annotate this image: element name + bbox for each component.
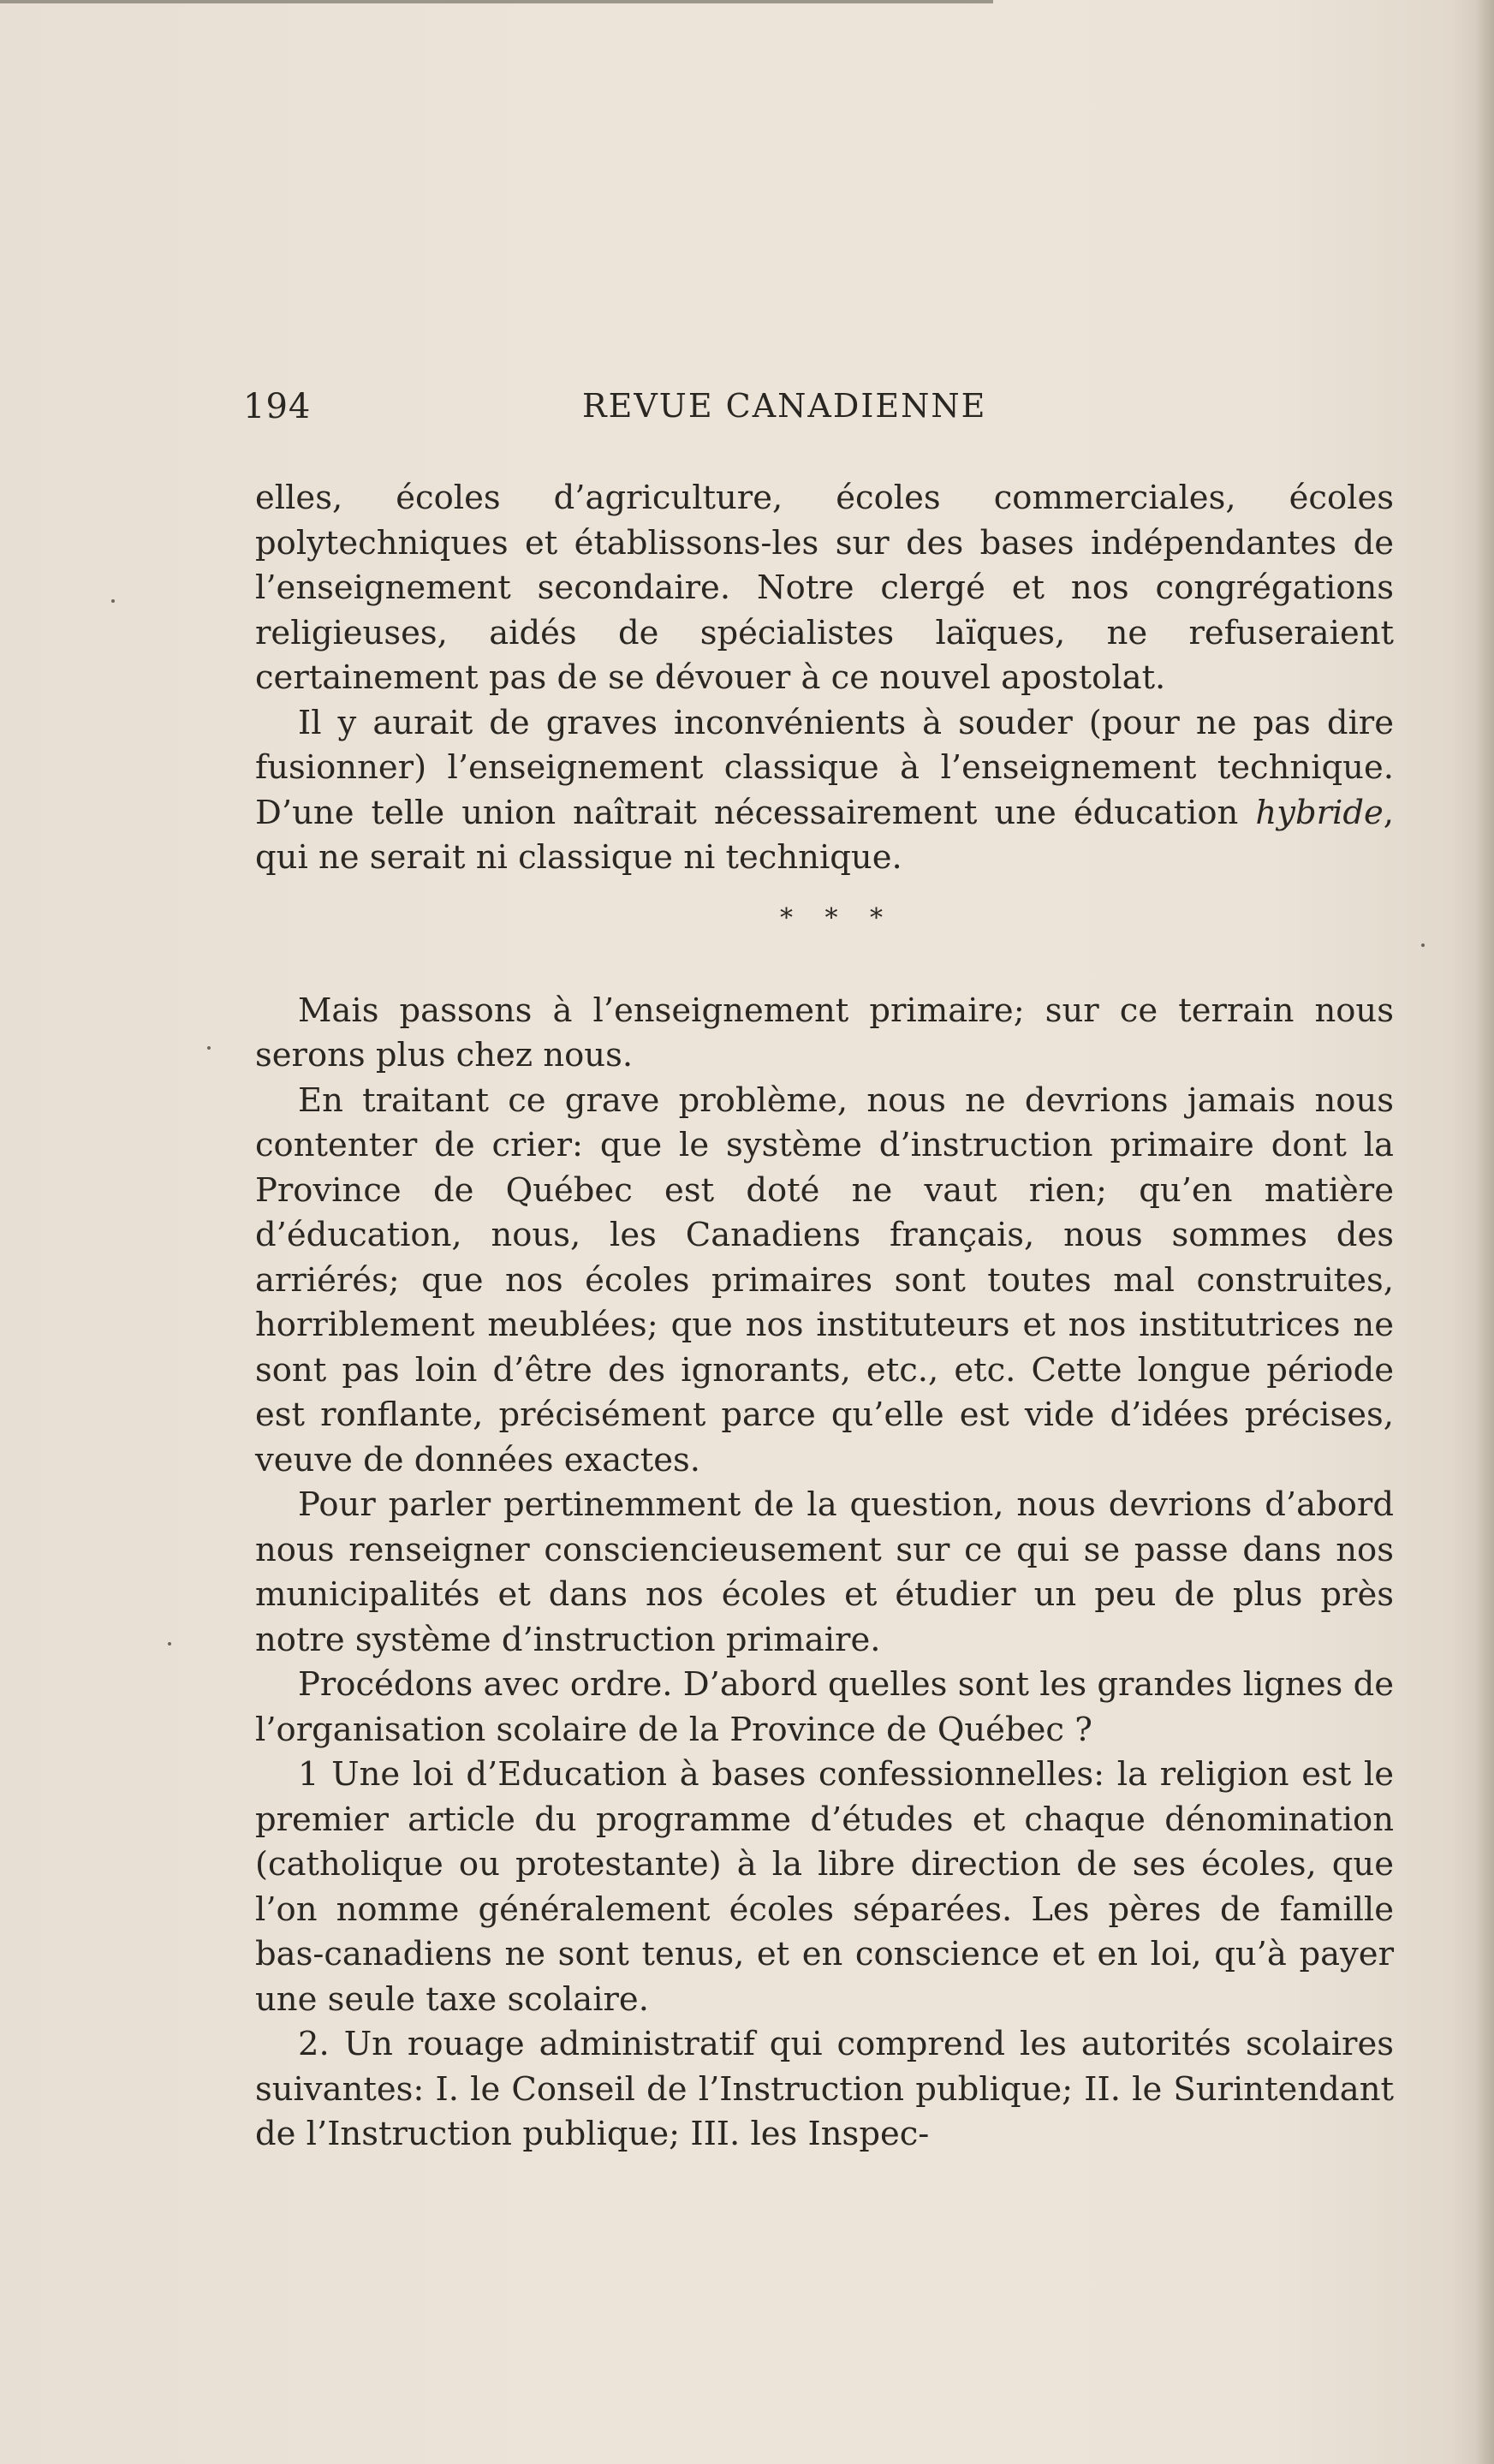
paragraph-text: Il y aurait de graves inconvénients à souder (pour ne pas dire fusionner) l’enseignement classique à l’enseignement technique. D’une telle union naîtrait nécessairement une éducation <box>255 703 1394 832</box>
paragraph-text: , qui ne serait ni classique ni technique. <box>255 793 1394 877</box>
journal-title: REVUE CANADIENNE <box>582 387 987 425</box>
body-text <box>255 476 1394 2157</box>
paragraph: Procédons avec ordre. D’abord quelles sont les grandes lignes de l’organisation scolaire de la Province de Québec ? <box>255 1665 1394 1749</box>
running-head <box>243 387 1048 430</box>
paragraph: 2. Un rouage administratif qui comprend les autorités scolaires suivantes: I. le Conseil de l’Instruction publique; II. le Surintendant de l’Instruction publique; III. les Inspec- <box>255 2025 1394 2153</box>
paper-speck <box>168 1642 171 1646</box>
section-separator: * * * <box>779 902 896 933</box>
paragraph: 1 Une loi d’Education à bases confessionnelles: la religion est le premier article du programme d’études et chaque dénomination (catholique ou protestante) à la libre direction de ses écoles, que l’on nomme généralement écoles séparées. Les pères de famille bas-canadiens ne sont tenus, et en conscience et en loi, qu’à payer une seule taxe scolaire. <box>255 1755 1394 2019</box>
page-number: 194 <box>243 387 312 426</box>
binding-shadow <box>1475 0 1494 2464</box>
paragraph: Mais passons à l’enseignement primaire; sur ce terrain nous serons plus chez nous. <box>255 991 1394 1074</box>
emphasis-hybride: hybride <box>1255 793 1384 832</box>
paragraph: Pour parler pertinemment de la question, nous devrions d’abord nous renseigner consciencieusement sur ce qui se passe dans nos municipalités et dans nos écoles et étudier un peu de plus près notre système d’instruction primaire. <box>255 1485 1394 1659</box>
paragraph: elles, écoles d’agriculture, écoles commerciales, écoles polytechniques et établissons-les sur des bases indépendantes de l’enseignement secondaire. Notre clergé et nos congrégations religieuses, aidés de spécialistes laïques, ne refuseraient certainement pas de se dévouer à ce nouvel apostolat. <box>255 479 1394 697</box>
paper-speck <box>111 599 115 603</box>
paragraph: En traitant ce grave problème, nous ne devrions jamais nous contenter de crier: que le système d’instruction primaire dont la Province de Québec est doté ne vaut rien; qu’en matière d’éducation, nous, les Canadiens français, nous sommes des arriérés; que nos écoles primaires sont toutes mal construites, horriblement meublées; que nos instituteurs et nos institutrices ne sont pas loin d’être des ignorants, etc., etc. Cette longue période est ronflante, précisément parce qu’elle est vide d’idées précises, veuve de données exactes. <box>255 1080 1394 1479</box>
paragraph <box>255 701 1394 881</box>
top-rule <box>0 0 993 3</box>
paper-speck <box>1421 943 1425 947</box>
paper-speck <box>207 1046 211 1050</box>
